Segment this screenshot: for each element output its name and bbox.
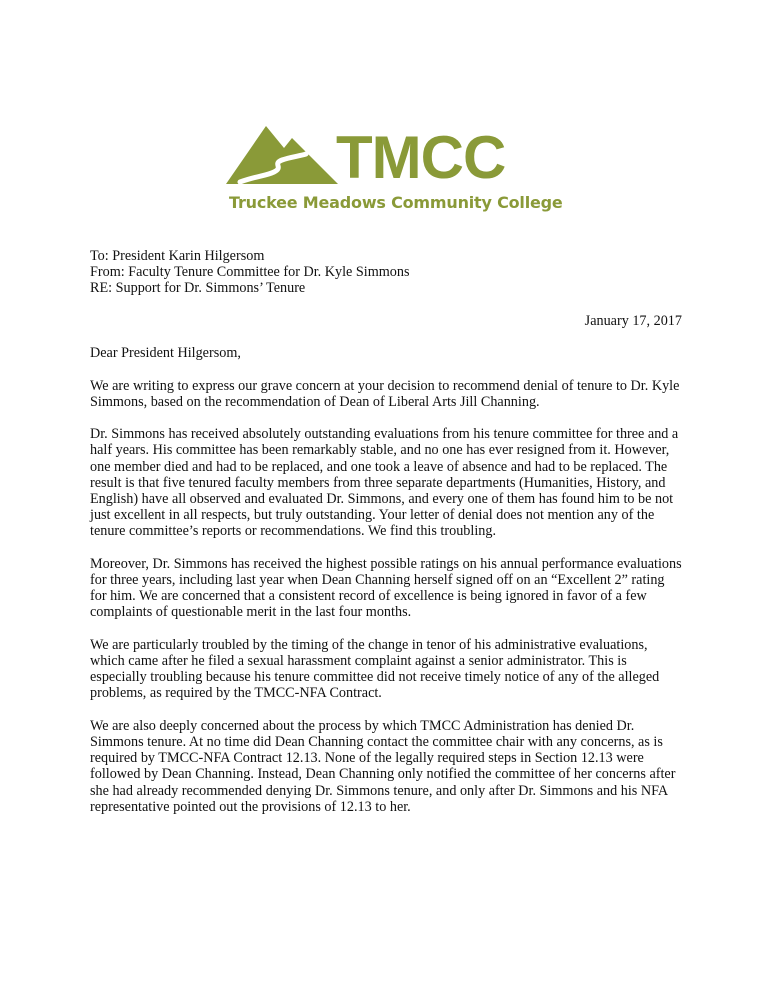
paragraph-2: Dr. Simmons has received absolutely outstanding evaluations from his tenure committee for three and a half years. His committee has been remarkably stable, and no one has ever resigned from it. However, one member died and had to be replaced, and one took a leave of absence and had to be replaced. The result is that five tenured faculty members from three separate departments (Humanities, History, and English) have all observed and evaluated Dr. Simmons, and every one of them has found him to be not just excellent in all respects, but truly outstanding. Your letter of denial does not mention any of the tenure committee’s reports or recommendations. We find this troubling. (90, 426, 679, 540)
from-line: From: Faculty Tenure Committee for Dr. Kyle Simmons (90, 264, 410, 281)
re-line: RE: Support for Dr. Simmons’ Tenure (90, 280, 306, 297)
letter-date: January 17, 2017 (584, 312, 682, 329)
paragraph-4: We are particularly troubled by the timing of the change in tenor of his administrative evaluations, which came after he filed a sexual harassment complaint against a senior administrator. This is especially troubling because his tenure committee did not receive timely notice of any of the alleged problems, as required by the TMCC-NFA Contract. (90, 636, 660, 702)
logo-wordmark: TMCC (336, 124, 506, 191)
college-logo (226, 122, 563, 214)
paragraph-5: We are also deeply concerned about the process by which TMCC Administration has denied Dr. Simmons tenure. At no time did Dean Channing contact the committee chair with any concerns, as is required by TMCC-NFA Contract 12.13. None of the legally required steps in Section 12.13 were followed by Dean Channing. Instead, Dean Channing only notified the committee of her concerns after she had already recommended denying Dr. Simmons tenure, and only after Dr. Simmons and his NFA representative pointed out the provisions of 12.13 to her. (90, 717, 676, 815)
memo-header (90, 248, 682, 297)
salutation: Dear President Hilgersom, (90, 345, 241, 362)
paragraph-1: We are writing to express our grave concern at your decision to recommend denial of tenure to Dr. Kyle Simmons, based on the recommendation of Dean of Liberal Arts Jill Channing. (90, 377, 680, 410)
mountain-river-icon (226, 126, 338, 184)
to-line: To: President Karin Hilgersom (90, 248, 265, 264)
college-name: Truckee Meadows Community College (229, 193, 563, 212)
letter-body (90, 248, 682, 831)
paragraph-3: Moreover, Dr. Simmons has received the highest possible ratings on his annual performance evaluations for three years, including last year when Dean Channing herself signed off on an “Excellent 2” rating for him. We are concerned that a consistent record of excellence is being ignored in favor of a few complaints of questionable merit in the last four months. (90, 555, 682, 621)
